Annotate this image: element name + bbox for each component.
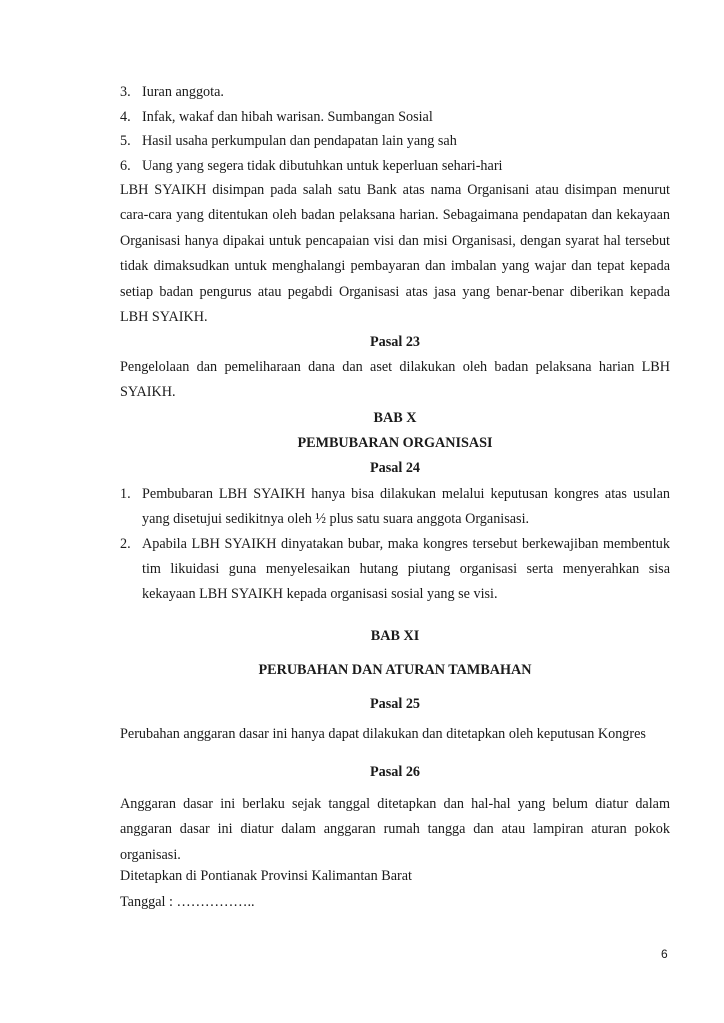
- pasal-23-text: Pengelolaan dan pemeliharaan dana dan aset dilakukan oleh badan pelaksana harian LBH SYAIKH.: [120, 359, 670, 401]
- lbh-paragraph: LBH SYAIKH disimpan pada salah satu Bank atas nama Organisani atau disimpan menurut cara-cara yang ditentukan oleh badan pelaksana harian. Sebagaimana pendapatan dan kekayaan Organisasi hanya dipakai untuk pencapaian visi dan misi Organisasi, dengan syarat hal tersebut tidak dimaksudkan untuk menghalangi pembayaran dan imbalan yang wajar dan tepat kepada setiap badan pengurus atau pegabdi Organisasi atas jasa yang benar-benar diberikan kepada LBH SYAIKH.: [120, 182, 670, 326]
- pasal-26-text: Anggaran dasar ini berlaku sejak tanggal ditetapkan dan hal-hal yang belum diatur dalam anggaran dasar ini diatur dalam anggaran rumah tangga dan atau lampiran aturan pokok organisasi.: [120, 796, 670, 863]
- tanggal-line: Tanggal : ……………..: [120, 894, 255, 910]
- list-item: [120, 129, 670, 154]
- list-text: Iuran anggota.: [142, 84, 224, 100]
- pasal-24-heading: Pasal 24: [369, 460, 421, 476]
- dissolution-list: [120, 482, 670, 607]
- list-item: [120, 105, 670, 130]
- pasal-26-heading: Pasal 26: [369, 764, 421, 780]
- list-text: Infak, wakaf dan hibah warisan. Sumbangan Sosial: [142, 108, 433, 125]
- list-text: Apabila LBH SYAIKH dinyatakan bubar, maka kongres tersebut berkewajiban membentuk tim likuidasi guna menyelesaikan hutang piutang organisasi serta menyerahkan sisa kekayaan LBH SYAIKH kepada organisasi sosial yang se visi.: [142, 536, 670, 602]
- pasal-25-heading: Pasal 25: [369, 696, 421, 712]
- list-item: [120, 154, 670, 179]
- list-number: 2.: [120, 536, 131, 552]
- pasal-23-heading: Pasal 23: [369, 334, 421, 350]
- bab-x-subtitle: PEMBUBARAN ORGANISASI: [297, 435, 493, 451]
- list-item: [120, 80, 670, 105]
- list-number: 5.: [120, 133, 131, 149]
- list-item: [120, 482, 670, 532]
- pasal-25-text: Perubahan anggaran dasar ini hanya dapat dilakukan dan ditetapkan oleh keputusan Kongres: [120, 726, 646, 742]
- list-number: 1.: [120, 486, 131, 502]
- ditetapkan-line: Ditetapkan di Pontianak Provinsi Kalimantan Barat: [120, 868, 412, 884]
- list-text: Uang yang segera tidak dibutuhkan untuk keperluan sehari-hari: [142, 157, 503, 174]
- bab-x-heading: BAB X: [373, 410, 417, 426]
- list-number: 3.: [120, 84, 131, 100]
- funding-sources-list: [120, 80, 670, 178]
- list-number: 6.: [120, 157, 131, 174]
- list-text: Pembubaran LBH SYAIKH hanya bisa dilakukan melalui keputusan kongres atas usulan yang disetujui sedikitnya oleh ½ plus satu suara anggota Organisasi.: [142, 486, 670, 527]
- bab-xi-subtitle: PERUBAHAN DAN ATURAN TAMBAHAN: [258, 662, 532, 678]
- page-number: 6: [661, 947, 668, 961]
- list-number: 4.: [120, 108, 131, 125]
- bab-xi-heading: BAB XI: [370, 628, 420, 644]
- list-text: Hasil usaha perkumpulan dan pendapatan lain yang sah: [142, 133, 457, 149]
- list-item: [120, 532, 670, 607]
